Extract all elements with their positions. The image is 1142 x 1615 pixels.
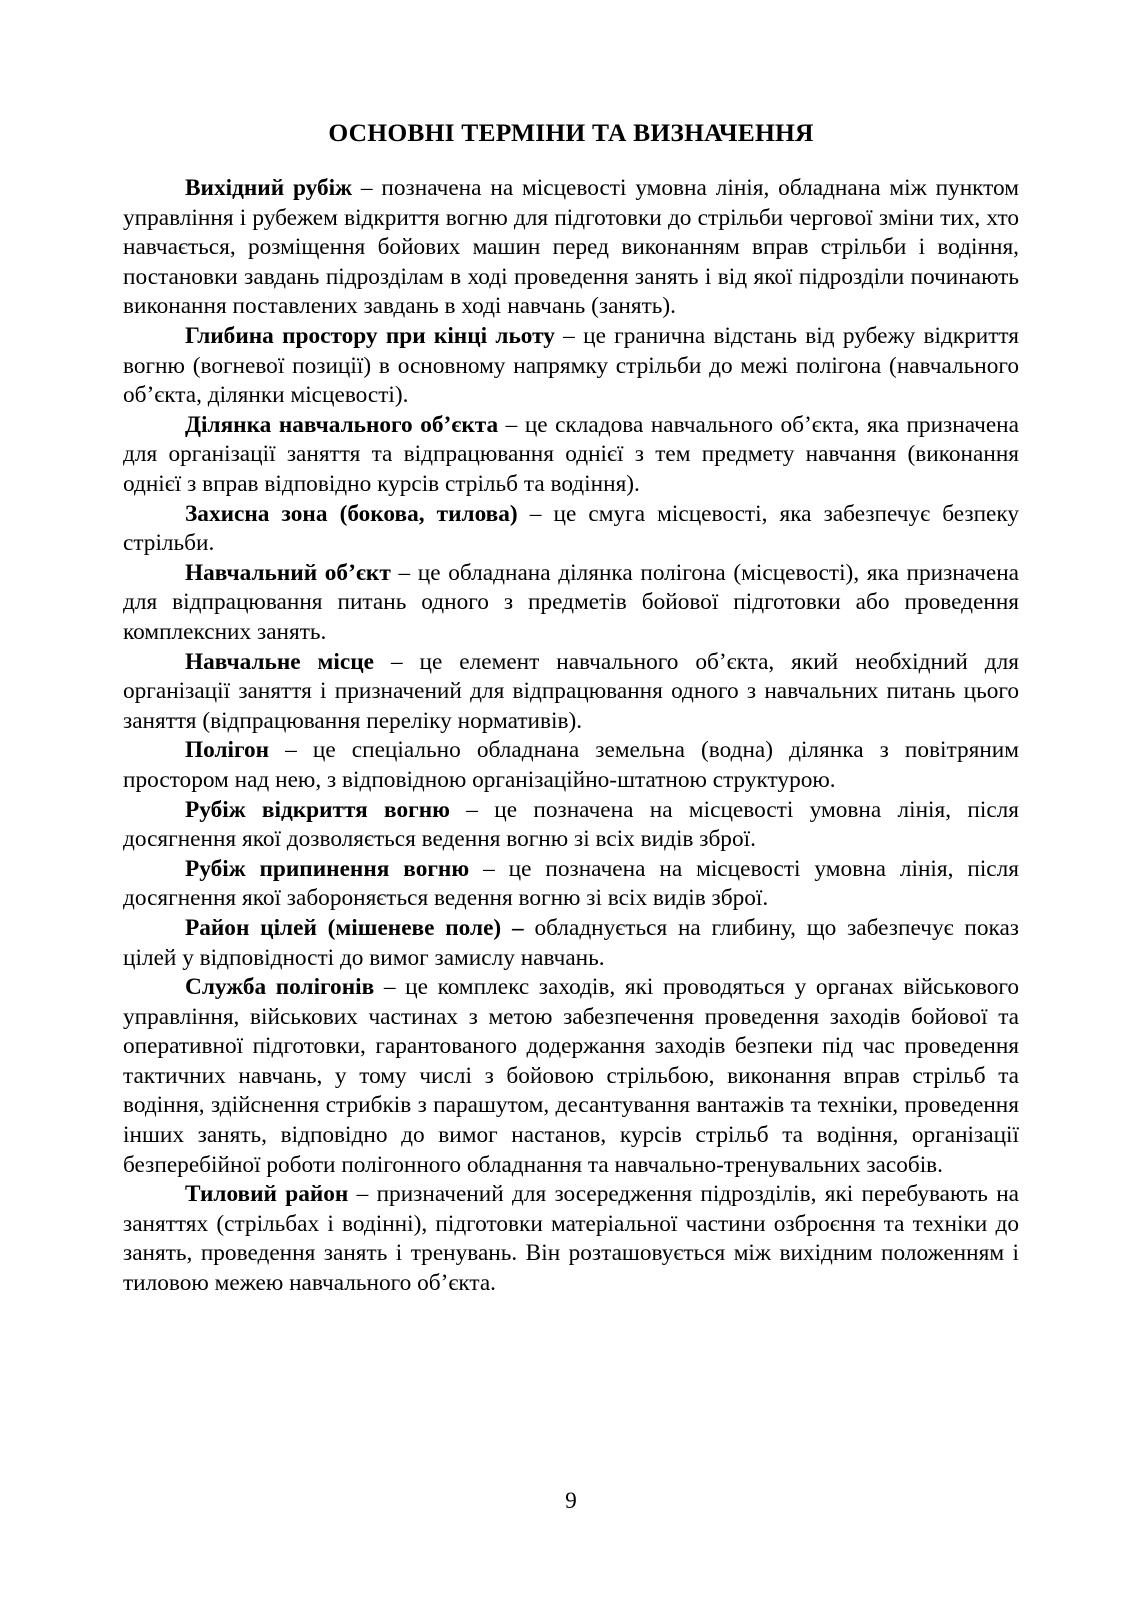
definition-dash: – (466, 796, 478, 823)
definition-dash: – (511, 914, 524, 941)
definition-text: це смуга місцевості, яка забезпечує безпеку стрільби. (123, 500, 1020, 557)
definition-paragraph (123, 411, 1019, 500)
definition-paragraph (123, 973, 1019, 1180)
definition-paragraph (123, 914, 1019, 973)
definition-paragraph (123, 796, 1019, 855)
definition-text: це спеціально обладнана земельна (водна) ділянка з повітряним простором над нею, з відповідною організаційно-штатною структурою. (123, 737, 1019, 793)
definition-text: призначений для зосередження підрозділів, які перебувають на заняттях (стрільбах і водінні), підготовки матеріальної частини озброєння та техніки до занять, проведення занять і тренувань. Він розташовується між вихідним положенням і тиловою межею навчального об’єкта. (123, 1181, 1020, 1297)
definition-term: Глибина простору при кінці льоту (185, 323, 555, 350)
definition-dash: – (529, 500, 542, 527)
definition-text: це комплекс заходів, які проводяться у органах військового управління, військових частинах з метою забезпечення проведення заходів бойової та оперативної підготовки, гарантованого додержання заходів безпеки під час проведення тактичних навчань, у тому числі з бойовою стрільбою, виконання вправ стрільб та водіння, здійснення стрибків з парашутом, десантування вантажів та техніки, проведення інших занять, відповідно до вимог настанов, курсів стрільб та водіння, організації безперебійної роботи полігонного обладнання та навчально-тренувальних засобів. (123, 974, 1020, 1178)
definition-text: позначена на місцевості умовна лінія, обладнана між пунктом управління і рубежем відкриття вогню для підготовки до стрільби чергової зміни тих, хто навчається, розміщення бойових машин перед виконанням вправ стрільби і водіння, постановки завдань підрозділам в ході проведення занять і від якої підрозділи починають виконання поставлених завдань в ході навчань (занять). (123, 175, 1020, 320)
definition-paragraph (123, 648, 1019, 737)
definition-text: обладнується на глибину, що забезпечує показ цілей у відповідності до вимог замислу навчань. (123, 914, 1020, 971)
definition-term: Вихідний рубіж (185, 175, 353, 202)
page-number: 9 (565, 1488, 577, 1514)
definition-term: Рубіж відкриття вогню (185, 796, 450, 823)
definition-dash: – (505, 411, 518, 438)
definition-dash: – (285, 737, 297, 764)
definition-paragraph (123, 1180, 1019, 1298)
definition-paragraph (123, 736, 1019, 795)
definition-paragraph (123, 500, 1019, 559)
definition-text: це гранична відстань від рубежу відкриття вогню (вогневої позиції) в основному напрямку стрільби до межі полігона (навчального об’єкта, ділянки місцевості). (123, 323, 1019, 409)
definition-dash: – (390, 648, 403, 675)
definition-term: Полігон (185, 737, 270, 764)
definition-paragraph (123, 322, 1019, 411)
definition-text: це позначена на місцевості умовна лінія, після досягнення якої забороняється ведення вогню зі всіх видів зброї. (123, 855, 1019, 912)
definition-term: Рубіж припинення вогню (185, 855, 470, 882)
definition-text: це складова навчального об’єкта, яка призначена для організації заняття та відпрацювання однієї з тем предмету навчання (виконання однієї з вправ відповідно курсів стрільб та водіння). (123, 411, 1019, 498)
definition-dash: – (360, 175, 373, 202)
definition-dash: – (356, 1181, 369, 1208)
definition-term: Район цілей (мішеневе поле) (185, 914, 502, 941)
definition-dash: – (383, 974, 396, 1001)
definition-paragraph (123, 855, 1019, 914)
page-text-block (123, 0, 1019, 1299)
definition-paragraph (123, 559, 1019, 648)
definition-dash: – (398, 559, 411, 586)
definition-term: Навчальне місце (185, 648, 374, 675)
definition-text: це обладнана ділянка полігона (місцевості), яка призначена для відпрацювання питань одного з предметів бойової підготовки або проведення комплексних занять. (123, 559, 1020, 645)
definition-text: це елемент навчального об’єкта, який необхідний для організації заняття і призначений для відпрацювання одного з навчальних питань цього заняття (відпрацювання переліку нормативів). (123, 648, 1020, 734)
definition-term: Служба полігонів (185, 974, 375, 1001)
definition-term: Тиловий район (185, 1181, 349, 1208)
definition-term: Захисна зона (бокова, тилова) (185, 500, 518, 527)
page-title: ОСНОВНІ ТЕРМІНИ ТА ВИЗНАЧЕННЯ (328, 118, 814, 147)
definition-paragraph (123, 174, 1019, 322)
definition-dash: – (483, 855, 495, 882)
definition-text: це позначена на місцевості умовна лінія, після досягнення якої дозволяється ведення вогню зі всіх видів зброї. (123, 796, 1020, 853)
definition-dash: – (563, 323, 575, 350)
definition-term: Ділянка навчального об’єкта (185, 411, 499, 438)
definition-list (123, 174, 1019, 1299)
definition-term: Навчальний об’єкт (185, 559, 391, 586)
